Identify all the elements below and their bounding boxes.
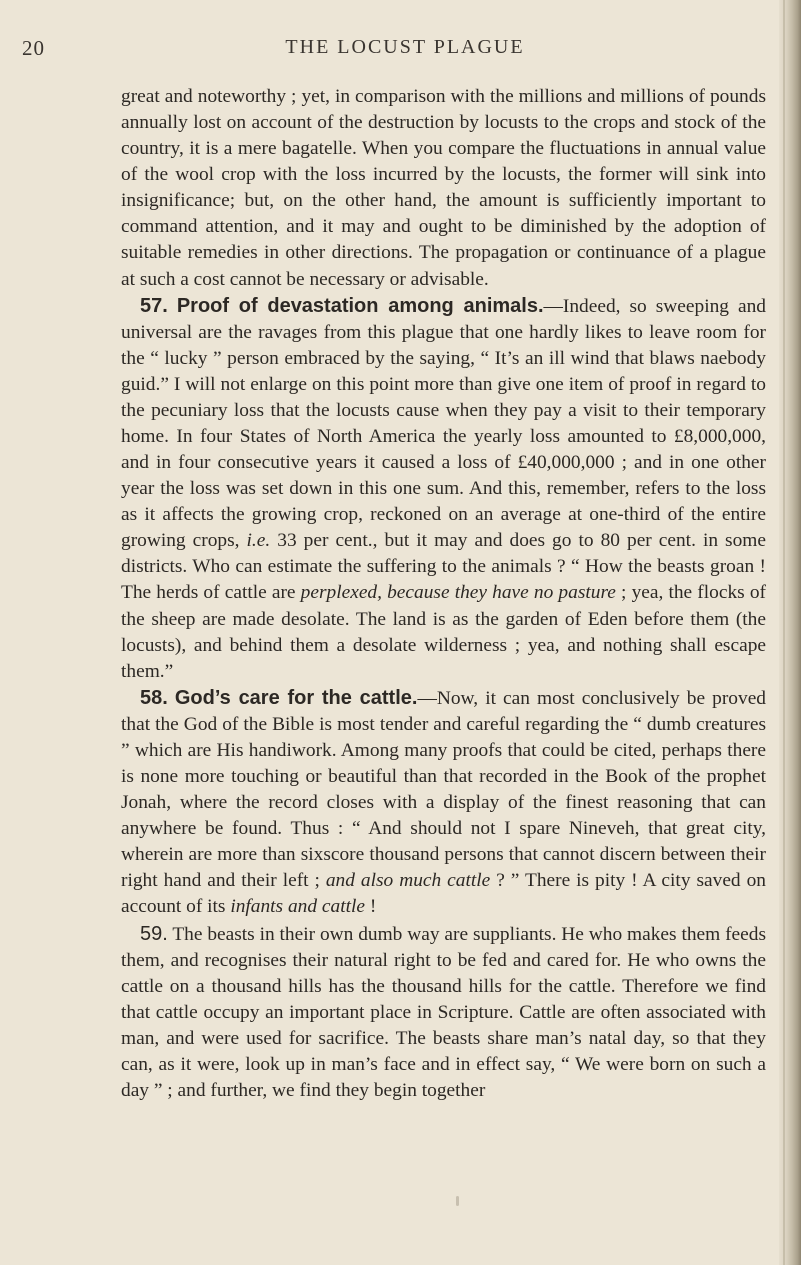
section-text: —Now, it can most conclusively be proved that the God of the Bible is most tender and careful regarding the “ dumb creatures ” which are His handiwork. Among many proofs that could be cited, perhaps there is none more touching or beautiful than that recorded in the Book of the prophet Jonah, where the record closes with a display of the finest reasoning that can anywhere be found. Thus : “ And should not I spare Nineveh, that great city, wherein are more than sixscore thousand persons that cannot discern between their right hand and their left ; [121,687,766,892]
section-title: Proof of devastation among animals. [176,294,544,317]
section-text: The beasts in their own dumb way are suppliants. He who makes them feeds them, and recognises their natural right to be fed and cared for. He who owns the cattle on a thousand hills has the thousand hills for the cattle. Therefore we find that cattle occupy an important place in Scripture. Cattle are often associated with man, and were used for sacrifice. The beasts share man’s natal day, so that they can, as it were, look up in man’s face and in effect say, “ We were born on such a day ” ; and further, we find they begin together [121,923,766,1101]
section-text: —Indeed, so sweeping and universal are the ravages from this plague that one hardly likes to leave room for the “ lucky ” person embraced by the saying, “ It’s an ill wind that blaws naebody guid.” I will not enlarge on this point more than give one item of proof in regard to the pecuniary loss that the locusts cause when they pay a visit to their temporary home. In four States of North America the yearly loss amounted to £8,000,000, and in four consecutive years it caused a loss of £40,000,000 ; and in one other year the loss was set down in this one sum. And this, remember, refers to the loss as it affects the growing crop, reckoned on an average at one-third of the entire growing crops, [121,295,766,552]
italic-quote: and also much cattle [325,870,491,892]
section-text: 33 per cent., but it may and does go to 80 per cent. in some districts. Who can estimate the suffering to the animals ? “ How the beasts groan ! The herds of cattle are [121,530,766,604]
paper-blemish [456,1196,459,1206]
section-text: ! [364,896,377,918]
running-header [0,34,780,64]
page-edge [779,0,801,1265]
section-number: 59. [140,922,168,945]
italic-quote: infants and cattle [230,896,365,918]
section-text: ; yea, the flocks of the sheep are made desolate. The land is as the garden of Eden before them (the locusts), and behind them a desolate wilderness ; yea, and nothing shall escape them.” [121,582,766,682]
section-text: ? ” There is pity ! A city saved on account of its [121,870,766,918]
paragraph-text: great and noteworthy ; yet, in comparison with the millions and millions of pounds annually lost on account of the destruction by locusts to the crops and stock of the country, it is a mere bagatelle. When you compare the fluctuations in annual value of the wool crop with the loss incurred by the locusts, the former will sink into insignificance; but, on the other hand, the amount is sufficiently important to command attention, and it may and ought to be diminished by the adoption of suitable remedies in other directions. The propagation or continuance of a plague at such a cost cannot be necessary or advisable. [121,86,766,290]
section-title: God’s care for the cattle. [174,686,418,709]
italic-abbreviation: i.e. [246,530,271,552]
body-text [121,84,766,1104]
section-57 [121,293,766,685]
section-58 [121,685,766,921]
running-title: THE LOCUST PLAGUE [285,36,525,58]
paragraph-continuation [121,84,766,293]
section-59 [121,921,766,1105]
page-number: 20 [22,36,45,60]
italic-quote: perplexed, because they have no pasture [300,582,616,604]
section-number: 58. [140,686,168,709]
section-number: 57. [140,294,168,317]
